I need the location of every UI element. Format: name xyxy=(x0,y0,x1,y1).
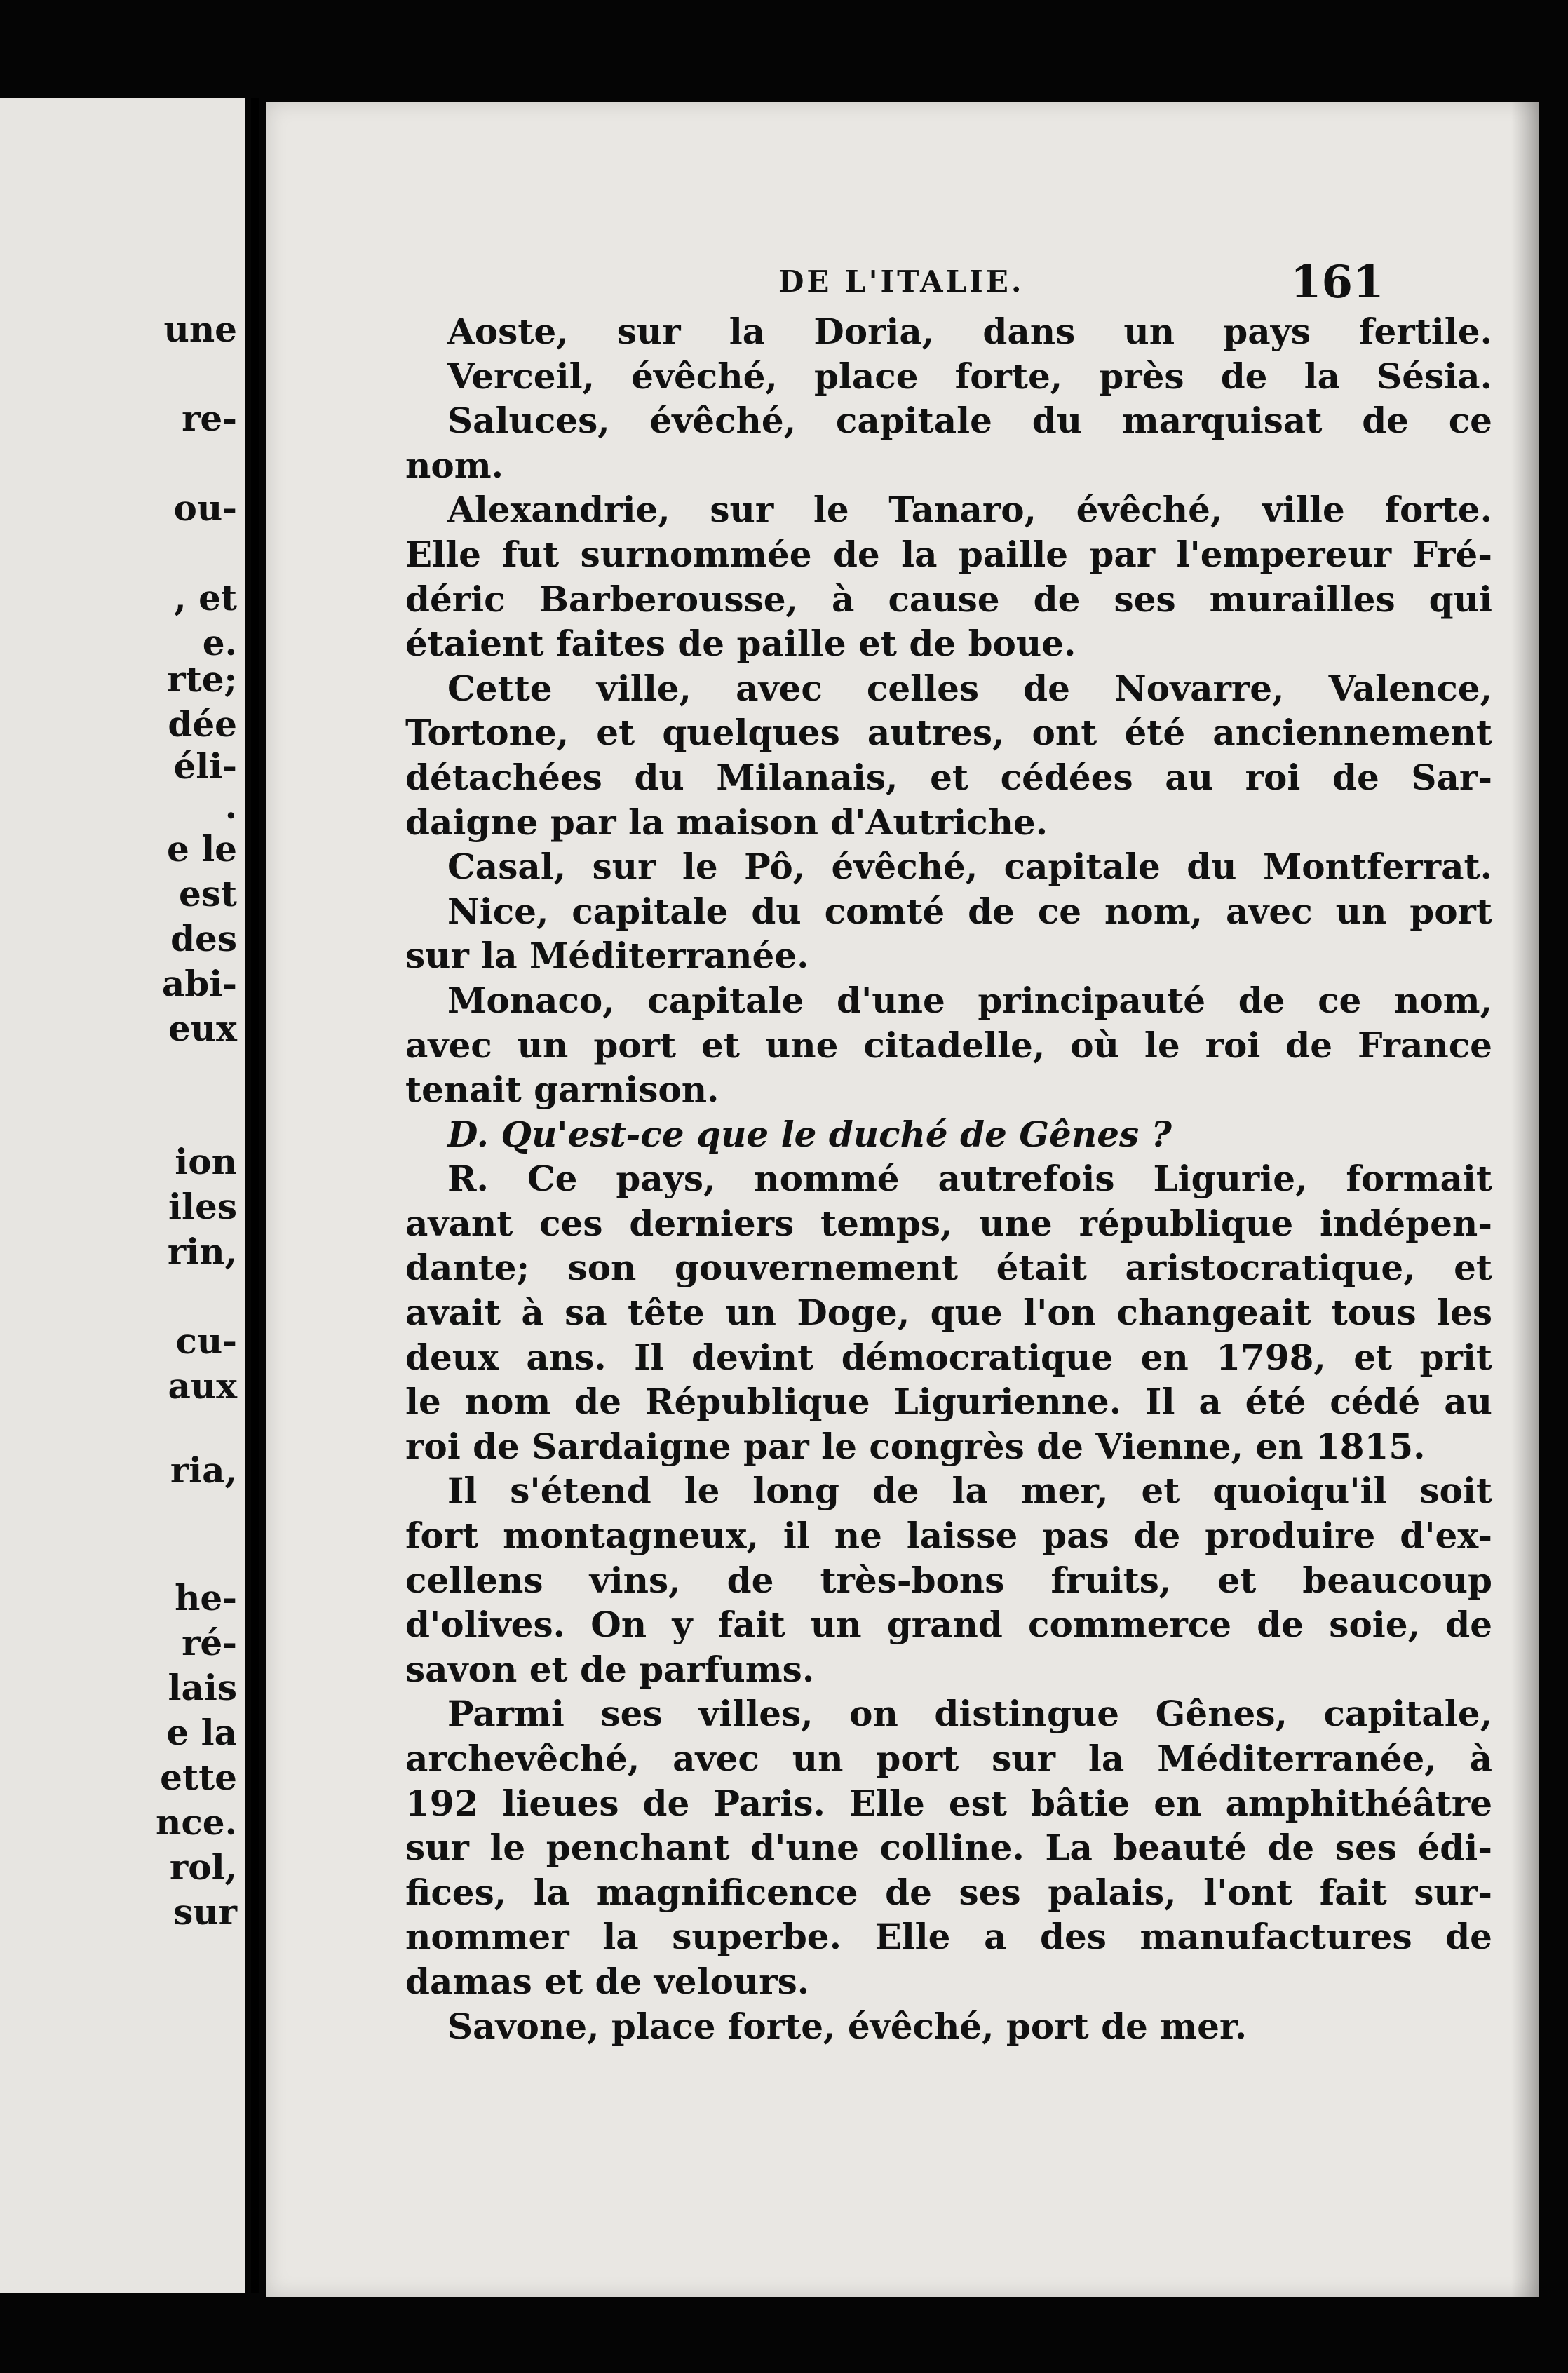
text-line: Verceil, évêché, place forte, près de la Sésia. xyxy=(447,355,1492,397)
left-fragment-text: aux xyxy=(168,1365,237,1407)
text-line: Parmi ses villes, on distingue Gênes, capitale, xyxy=(447,1693,1492,1735)
text-line: étaient faites de paille et de boue. xyxy=(405,623,1076,665)
text-line: détachées du Milanais, et cédées au roi de Sar- xyxy=(405,756,1492,798)
text-line: nom. xyxy=(405,444,504,486)
text-line: Cette ville, avec celles de Novarre, Valence, xyxy=(447,667,1492,709)
left-fragment-text: e la xyxy=(166,1712,237,1753)
text-line: d'olives. On y fait un grand commerce de soie, de xyxy=(405,1604,1492,1646)
text-line: fices, la magnificence de ses palais, l'ont fait sur- xyxy=(405,1871,1492,1913)
left-fragment-text: éli- xyxy=(173,745,237,787)
book-page xyxy=(266,102,1539,2297)
text-line: Tortone, et quelques autres, ont été anciennement xyxy=(405,712,1492,754)
text-line: roi de Sardaigne par le congrès de Vienne, en 1815. xyxy=(405,1425,1426,1467)
text-line: sur la Méditerranée. xyxy=(405,935,809,977)
left-fragment-text: est xyxy=(178,873,237,914)
page-header xyxy=(266,256,1539,313)
left-fragment-text: sur xyxy=(173,1891,237,1933)
left-fragment-text: rte; xyxy=(167,658,237,700)
left-fragment-text: , et xyxy=(174,577,237,618)
left-fragment-text: rol, xyxy=(169,1846,237,1888)
text-line: Savone, place forte, évêché, port de mer. xyxy=(447,2005,1248,2047)
text-line: 192 lieues de Paris. Elle est bâtie en amphithéâtre xyxy=(405,1782,1492,1824)
text-line: cellens vins, de très-bons fruits, et beaucoup xyxy=(405,1559,1492,1601)
question-line: D. Qu'est-ce que le duché de Gênes ? xyxy=(447,1113,1172,1155)
left-fragment-text: ré- xyxy=(182,1622,237,1663)
text-line: savon et de parfums. xyxy=(405,1648,815,1690)
text-line: daigne par la maison d'Autriche. xyxy=(405,801,1048,843)
left-fragment-text: e le xyxy=(166,828,237,870)
answer-line: R. Ce pays, nommé autrefois Ligurie, formait xyxy=(447,1158,1492,1200)
text-line: avec un port et une citadelle, où le roi de France xyxy=(405,1024,1492,1066)
text-line: le nom de République Ligurienne. Il a été cédé au xyxy=(405,1381,1492,1423)
text-line: avait à sa tête un Doge, que l'on changeait tous les xyxy=(405,1292,1492,1334)
left-fragment-text: abi- xyxy=(161,963,237,1004)
page-number: 161 xyxy=(1290,256,1384,309)
text-line: archevêché, avec un port sur la Méditerranée, à xyxy=(405,1738,1492,1779)
left-fragment-text: ion xyxy=(175,1141,237,1182)
left-fragment-text: ria, xyxy=(170,1449,237,1491)
running-head: DE L'ITALIE. xyxy=(778,264,1025,299)
book-gutter xyxy=(251,98,259,2293)
text-line: Il s'étend le long de la mer, et quoiqu'il soit xyxy=(447,1470,1492,1512)
text-line: fort montagneux, il ne laisse pas de produire d'ex- xyxy=(405,1515,1492,1557)
left-fragment-text: une xyxy=(163,309,237,350)
left-page-fragment xyxy=(0,98,245,2293)
left-fragment-text: eux xyxy=(168,1008,237,1049)
left-fragment-text: e. xyxy=(202,622,237,663)
text-line: tenait garnison. xyxy=(405,1069,719,1111)
left-fragment-text: ette xyxy=(160,1757,237,1798)
left-fragment-text: he- xyxy=(175,1577,237,1618)
left-fragment-text: cu- xyxy=(175,1320,237,1362)
left-fragment-text: . xyxy=(224,785,237,827)
text-line: Alexandrie, sur le Tanaro, évêché, ville forte. xyxy=(447,489,1492,531)
text-line: Monaco, capitale d'une principauté de ce nom, xyxy=(447,979,1492,1021)
body-text xyxy=(405,309,1492,2048)
text-line: nommer la superbe. Elle a des manufactures de xyxy=(405,1916,1492,1958)
left-fragment-text: iles xyxy=(168,1186,237,1227)
text-line: avant ces derniers temps, une république indépen- xyxy=(405,1202,1492,1244)
text-line: déric Barberousse, à cause de ses murailles qui xyxy=(405,578,1492,620)
left-fragment-text: re- xyxy=(182,398,237,439)
left-fragment-text: rin, xyxy=(167,1231,237,1272)
left-fragment-text: nce. xyxy=(155,1801,237,1843)
text-line: Saluces, évêché, capitale du marquisat de ce xyxy=(447,400,1492,442)
left-fragment-text: dée xyxy=(168,703,237,745)
left-fragment-text: lais xyxy=(168,1667,237,1708)
text-line: deux ans. Il devint démocratique en 1798, et prit xyxy=(405,1336,1492,1378)
text-line: dante; son gouvernement était aristocratique, et xyxy=(405,1247,1492,1289)
text-line: Aoste, sur la Doria, dans un pays fertile. xyxy=(447,311,1492,352)
text-line: Elle fut surnommée de la paille par l'empereur Fré- xyxy=(405,533,1492,575)
text-line: Casal, sur le Pô, évêché, capitale du Montferrat. xyxy=(447,846,1492,888)
left-fragment-text: des xyxy=(170,918,237,959)
text-line: Nice, capitale du comté de ce nom, avec un port xyxy=(447,890,1492,932)
left-fragment-text: ou- xyxy=(173,487,237,529)
text-line: sur le penchant d'une colline. La beauté de ses édi- xyxy=(405,1827,1492,1869)
text-line: damas et de velours. xyxy=(405,1960,810,2002)
